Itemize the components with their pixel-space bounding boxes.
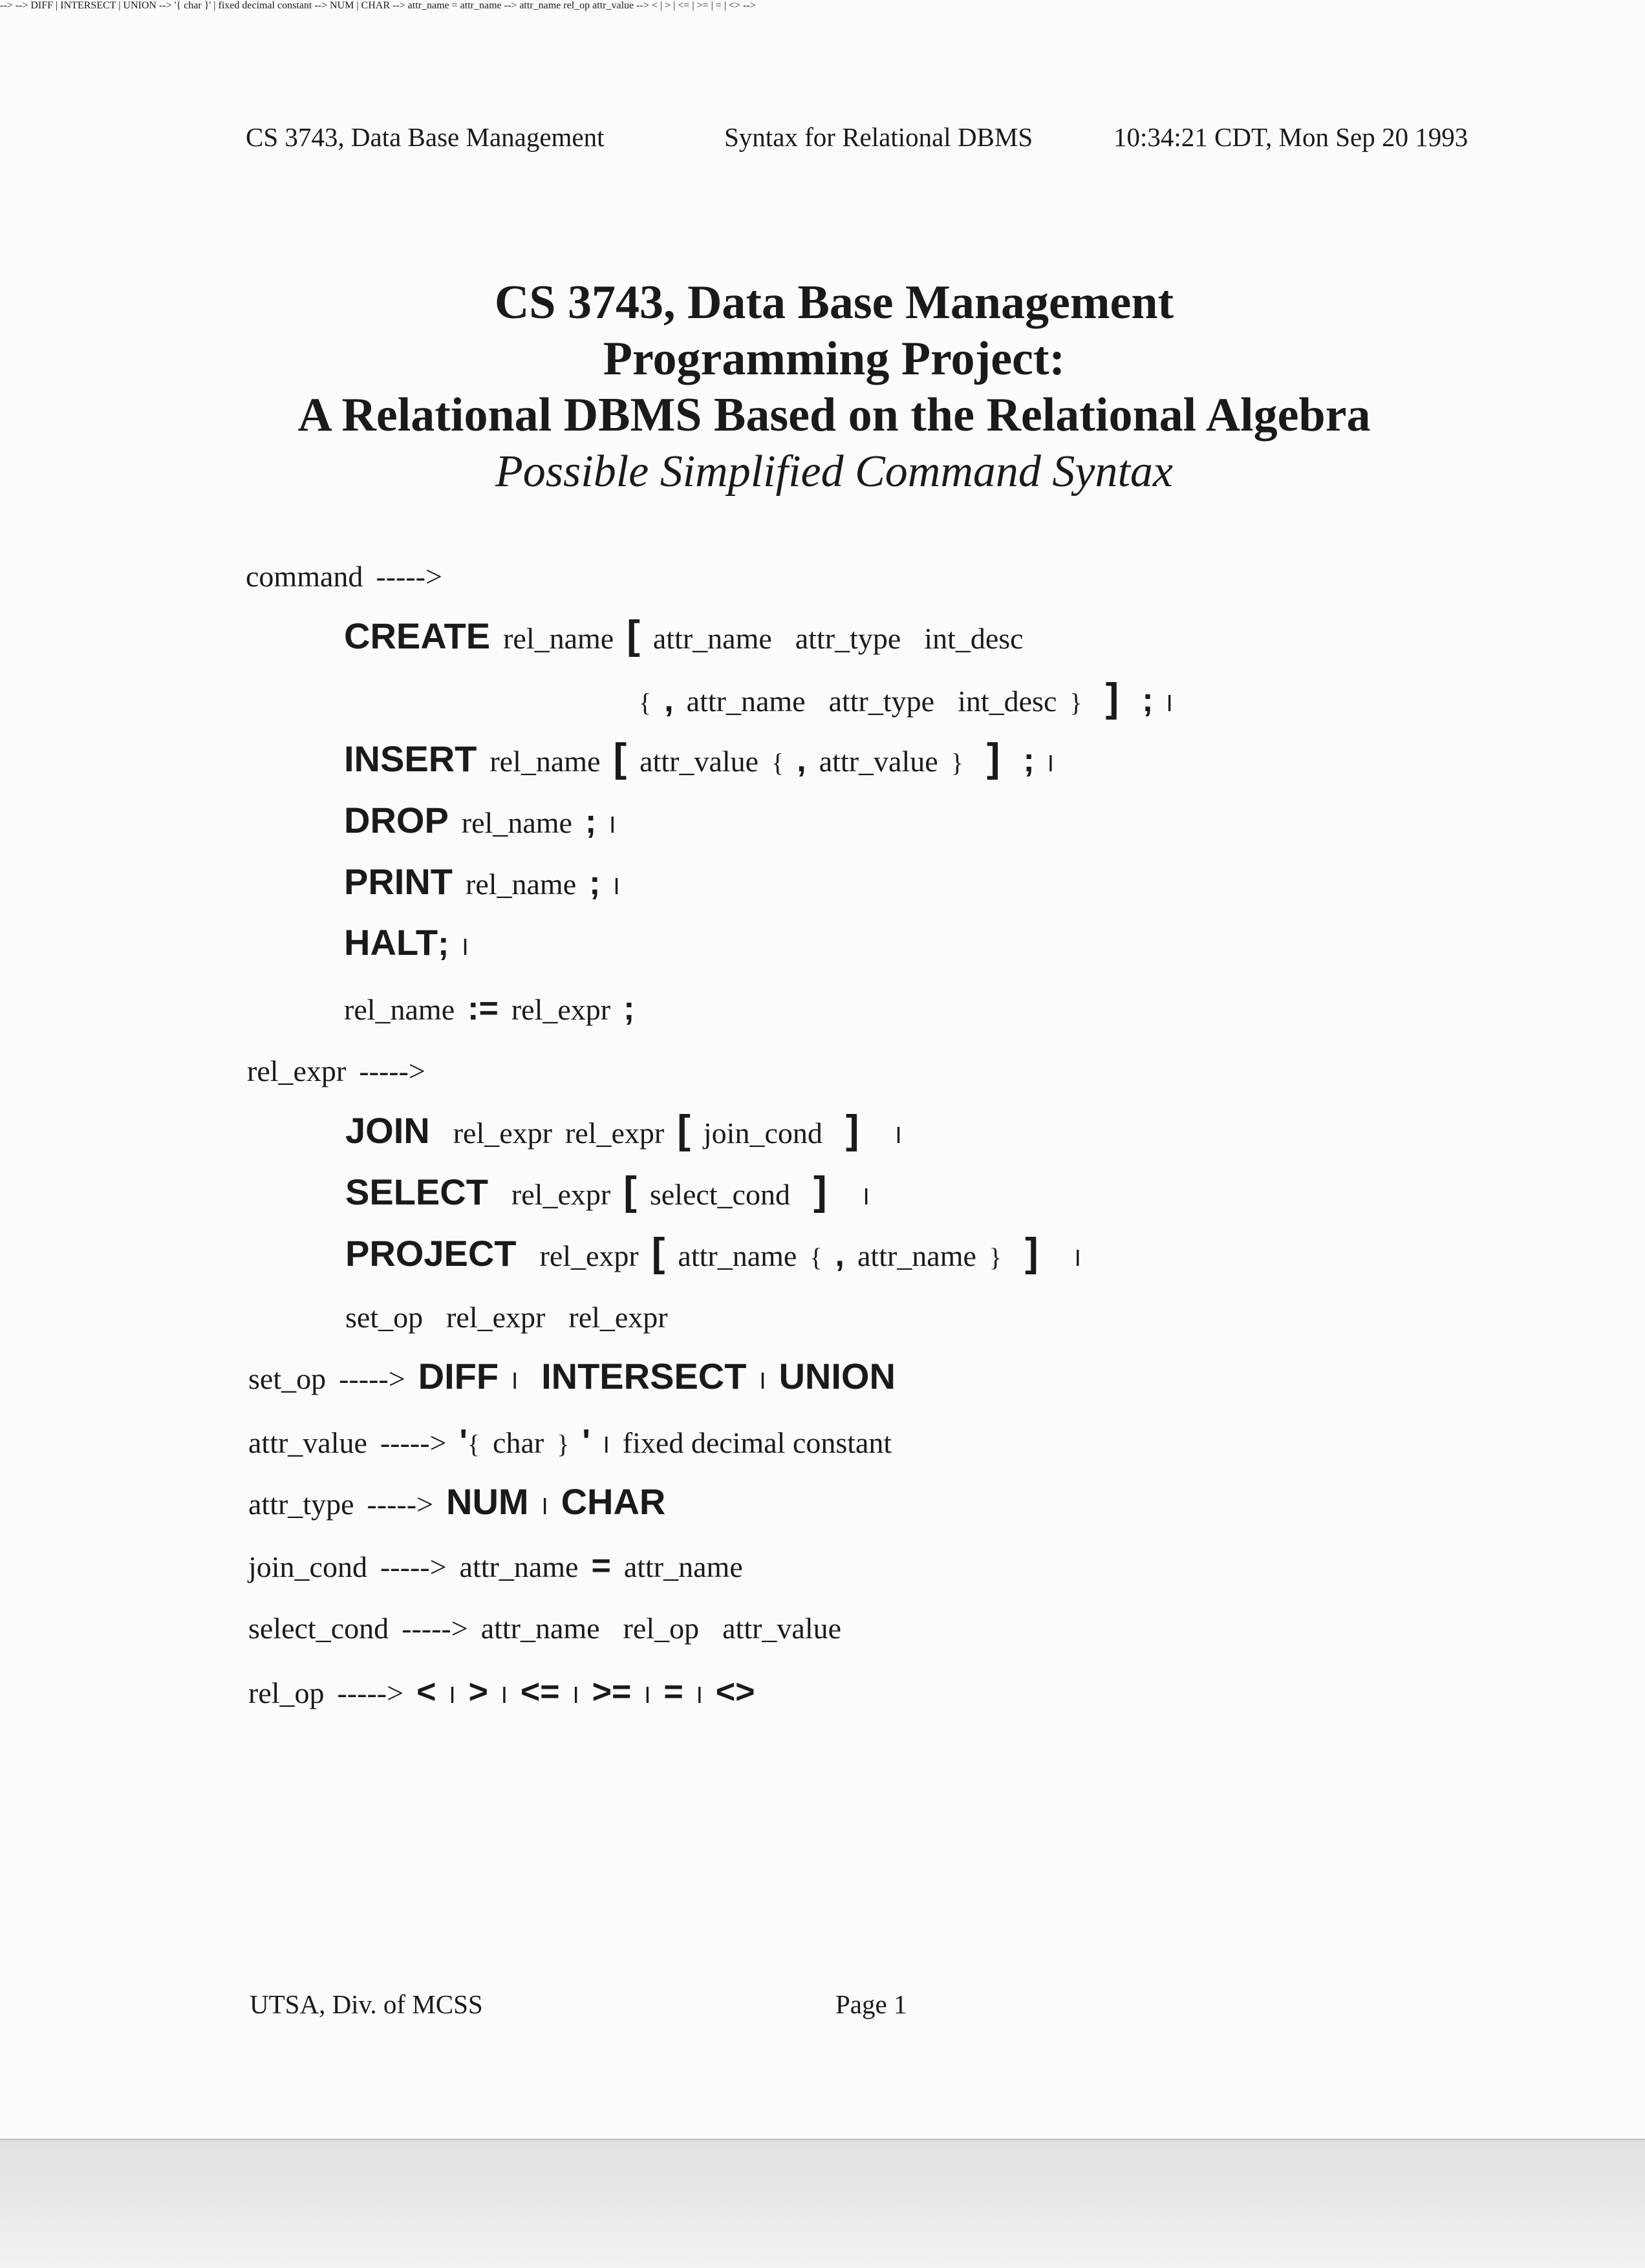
- semicolon: ;: [1023, 742, 1035, 779]
- keyword-insert: INSERT: [344, 738, 477, 779]
- nonterminal-attr-name: attr_name: [652, 622, 772, 655]
- rule-create: [344, 613, 1024, 658]
- alternative-separator: I: [1047, 750, 1054, 776]
- title-project: Programming Project:: [603, 332, 1066, 385]
- alternative-separator: I: [511, 1367, 519, 1394]
- alternative-separator: I: [541, 1493, 548, 1519]
- brace-close: }: [951, 748, 963, 777]
- quote-open: ': [459, 1423, 468, 1460]
- nonterminal-set-op: set_op: [248, 1362, 327, 1395]
- nonterminal-rel-expr: rel_expr: [511, 993, 611, 1026]
- keyword-char: CHAR: [561, 1481, 666, 1522]
- keyword-drop: DROP: [344, 800, 449, 840]
- footer-page-number: Page 1: [835, 1989, 907, 2019]
- comma: ,: [664, 681, 674, 719]
- rule-rel-expr-head: [247, 1052, 425, 1091]
- alternative-separator: I: [500, 1682, 508, 1708]
- document-page: CS 3743, Data Base Management Syntax for Relational DBMS 10:34:21 CDT, Mon Sep 20 1993 CS 3743, Data Base Management Programming Project: A Relational DBMS Based on the Relational Algebra Possible Simplified Command Syntax --> command -----> CREATE rel_name [ attr_name attr_type int_desc { , attr_name attr_type int_desc } ] ; I INSERT rel_name [ attr_value { , attr_value } ] ; I DROP rel_name ; I PRINT rel_name ; I HALT; I rel_name := rel_expr ; --> rel_expr -----> JOIN rel_expr rel_expr [ join_cond ] I SELECT rel_expr [ select_cond ] I PROJECT rel_expr [ attr_name { , attr_name } ] I set_op rel_expr rel_expr DIFF | INTERSECT | UNION --> set_op -----> DIFF I INTERSECT I UNION '{ char }' | fixed decimal constant --> attr_value -----> '{ char } ' I fixed decimal constant NUM | CHAR --> attr_type -----> NUM I CHAR attr_name = attr_name --> join_cond -----> attr_name = attr_name attr_name rel_op attr_value --> select_cond -----> attr_name rel_op attr_value < | > | <= | >= | = | <> --> rel_op -----> < I > I <= I >= I = I <> UTSA, Div. of MCSS Page 1: [0, 0, 1645, 2140]
- keyword-num: NUM: [446, 1481, 529, 1522]
- brace-close: }: [989, 1243, 1002, 1272]
- title-block: [0, 275, 1645, 500]
- brace-open: {: [639, 688, 652, 717]
- rule-assignment: [344, 989, 634, 1029]
- keyword-select: SELECT: [345, 1171, 488, 1212]
- keyword-diff: DIFF: [418, 1356, 499, 1396]
- nonterminal-attr-value: attr_value: [722, 1612, 842, 1645]
- rule-join: [345, 1107, 902, 1155]
- semicolon: ;: [589, 864, 601, 902]
- arrow: ----->: [376, 560, 442, 593]
- nonterminal-rel-op: rel_op: [248, 1676, 325, 1709]
- nonterminal-attr-type: attr_type: [828, 685, 935, 718]
- equals-operator: =: [591, 1547, 611, 1585]
- rule-select: [345, 1169, 870, 1216]
- keyword-join: JOIN: [345, 1110, 430, 1151]
- operator-greater-or-equal: >=: [592, 1673, 632, 1711]
- arrow: ----->: [402, 1612, 468, 1645]
- close-bracket: ]: [845, 1107, 859, 1152]
- keyword-create: CREATE: [344, 615, 491, 656]
- nonterminal-attr-type: attr_type: [795, 622, 901, 655]
- close-bracket: ]: [986, 736, 1000, 780]
- comma: ,: [835, 1236, 844, 1274]
- arrow: ----->: [337, 1676, 404, 1709]
- assignment-operator: :=: [468, 990, 499, 1027]
- open-bracket: [: [623, 1169, 637, 1214]
- nonterminal-select-cond: select_cond: [248, 1612, 389, 1645]
- semicolon: ;: [438, 925, 449, 963]
- footer-institution: UTSA, Div. of MCSS: [250, 1989, 483, 2019]
- open-bracket: [: [613, 736, 627, 780]
- comma: ,: [797, 742, 806, 779]
- nonterminal-rel-expr: rel_expr: [511, 1178, 611, 1211]
- rule-set-op-expression: [345, 1298, 668, 1337]
- operator-not-equal: <>: [715, 1673, 755, 1711]
- nonterminal-rel-op: rel_op: [623, 1612, 700, 1645]
- nonterminal-attr-name: attr_name: [678, 1239, 797, 1272]
- nonterminal-attr-name: attr_name: [686, 685, 806, 718]
- nonterminal-rel-expr: rel_expr: [247, 1054, 347, 1087]
- close-bracket: ]: [1025, 1230, 1038, 1275]
- nonterminal-attr-value: attr_value: [248, 1426, 367, 1459]
- header-course: CS 3743, Data Base Management: [246, 122, 605, 152]
- operator-less-or-equal: <=: [520, 1673, 560, 1711]
- rule-print: [344, 862, 619, 906]
- brace-open: {: [810, 1243, 822, 1272]
- brace-open: {: [467, 1429, 480, 1459]
- brace-open: {: [771, 748, 784, 777]
- alternative-separator: I: [462, 934, 469, 960]
- alternative-separator: I: [1166, 690, 1173, 716]
- keyword-union: UNION: [779, 1356, 896, 1396]
- nonterminal-attr-name: attr_name: [459, 1550, 579, 1583]
- open-bracket: [: [627, 613, 640, 658]
- semicolon: ;: [585, 803, 597, 840]
- nonterminal-rel-expr: rel_expr: [446, 1301, 546, 1334]
- keyword-project: PROJECT: [345, 1233, 517, 1274]
- open-bracket: [: [651, 1230, 665, 1275]
- header-timestamp: 10:34:21 CDT, Mon Sep 20 1993: [1113, 122, 1468, 152]
- brace-close: }: [1070, 688, 1082, 717]
- rule-join-cond: [248, 1546, 743, 1587]
- nonterminal-int-desc: int_desc: [924, 622, 1024, 655]
- terminal-char: char: [493, 1426, 544, 1459]
- semicolon: ;: [623, 990, 635, 1027]
- title-project-topic: A Relational DBMS Based on the Relational Algebra: [297, 389, 1371, 442]
- rule-drop: [344, 801, 616, 844]
- arrow: ----->: [339, 1362, 405, 1395]
- nonterminal-command: command: [246, 560, 363, 593]
- rule-set-op: [248, 1357, 896, 1400]
- alternative-separator: I: [572, 1682, 579, 1708]
- alternative-separator: I: [895, 1122, 902, 1148]
- alternative-separator: I: [603, 1431, 610, 1458]
- keyword-print: PRINT: [344, 861, 453, 902]
- rule-insert: [344, 736, 1054, 783]
- subtitle: Possible Simplified Command Syntax: [495, 447, 1173, 497]
- nonterminal-select-cond: select_cond: [649, 1178, 790, 1211]
- alternative-separator: I: [644, 1682, 651, 1708]
- nonterminal-attr-value: attr_value: [640, 745, 759, 778]
- rule-attr-type: [248, 1482, 665, 1526]
- arrow: ----->: [359, 1054, 425, 1087]
- rule-create-continuation: [639, 676, 1173, 723]
- brace-close: }: [557, 1429, 570, 1459]
- rule-attr-value: [248, 1422, 892, 1464]
- keyword-halt: HALT: [344, 922, 438, 963]
- nonterminal-rel-name: rel_name: [461, 806, 572, 839]
- operator-greater-than: >: [468, 1673, 488, 1711]
- nonterminal-rel-name: rel_name: [503, 622, 614, 655]
- operator-equal: =: [663, 1673, 683, 1711]
- nonterminal-set-op: set_op: [345, 1301, 424, 1334]
- nonterminal-rel-name: rel_name: [489, 745, 601, 778]
- nonterminal-attr-name: attr_name: [623, 1550, 743, 1583]
- alternative-separator: I: [759, 1367, 766, 1394]
- title-course: CS 3743, Data Base Management: [494, 276, 1174, 329]
- nonterminal-rel-expr: rel_expr: [564, 1117, 665, 1150]
- rule-command-head: [246, 557, 442, 596]
- rule-project: [345, 1230, 1081, 1278]
- nonterminal-int-desc: int_desc: [958, 685, 1057, 718]
- alternative-separator: I: [863, 1183, 870, 1210]
- operator-less-than: <: [416, 1673, 436, 1711]
- rule-rel-op: [248, 1673, 755, 1715]
- close-bracket: ]: [813, 1169, 827, 1214]
- rule-halt: [344, 923, 468, 967]
- quote-close: ': [582, 1423, 590, 1460]
- open-bracket: [: [677, 1107, 691, 1152]
- nonterminal-join-cond: join_cond: [703, 1117, 822, 1150]
- arrow: ----->: [380, 1550, 447, 1583]
- nonterminal-attr-type: attr_type: [248, 1488, 354, 1521]
- nonterminal-rel-name: rel_name: [466, 868, 577, 901]
- alternative-separator: I: [609, 811, 616, 838]
- nonterminal-attr-value: attr_value: [819, 745, 938, 778]
- nonterminal-rel-expr: rel_expr: [568, 1301, 668, 1334]
- scanner-background: [0, 2140, 1645, 2268]
- nonterminal-attr-name: attr_name: [480, 1612, 600, 1645]
- nonterminal-rel-name: rel_name: [344, 993, 455, 1026]
- semicolon: ;: [1142, 681, 1154, 719]
- close-bracket: ]: [1105, 676, 1119, 720]
- arrow: ----->: [380, 1426, 447, 1459]
- alternative-separator: I: [449, 1682, 456, 1708]
- terminal-fixed-decimal-constant: fixed decimal constant: [622, 1426, 892, 1459]
- alternative-separator: I: [696, 1682, 703, 1708]
- rule-select-cond: [248, 1609, 841, 1648]
- nonterminal-join-cond: join_cond: [248, 1550, 367, 1583]
- header-document-title: Syntax for Relational DBMS: [724, 122, 1033, 152]
- nonterminal-rel-expr: rel_expr: [453, 1117, 552, 1150]
- keyword-intersect: INTERSECT: [541, 1356, 747, 1396]
- nonterminal-rel-expr: rel_expr: [539, 1239, 639, 1272]
- nonterminal-attr-name: attr_name: [857, 1239, 976, 1272]
- arrow: ----->: [367, 1488, 434, 1521]
- alternative-separator: I: [613, 873, 620, 899]
- alternative-separator: I: [1074, 1245, 1081, 1271]
